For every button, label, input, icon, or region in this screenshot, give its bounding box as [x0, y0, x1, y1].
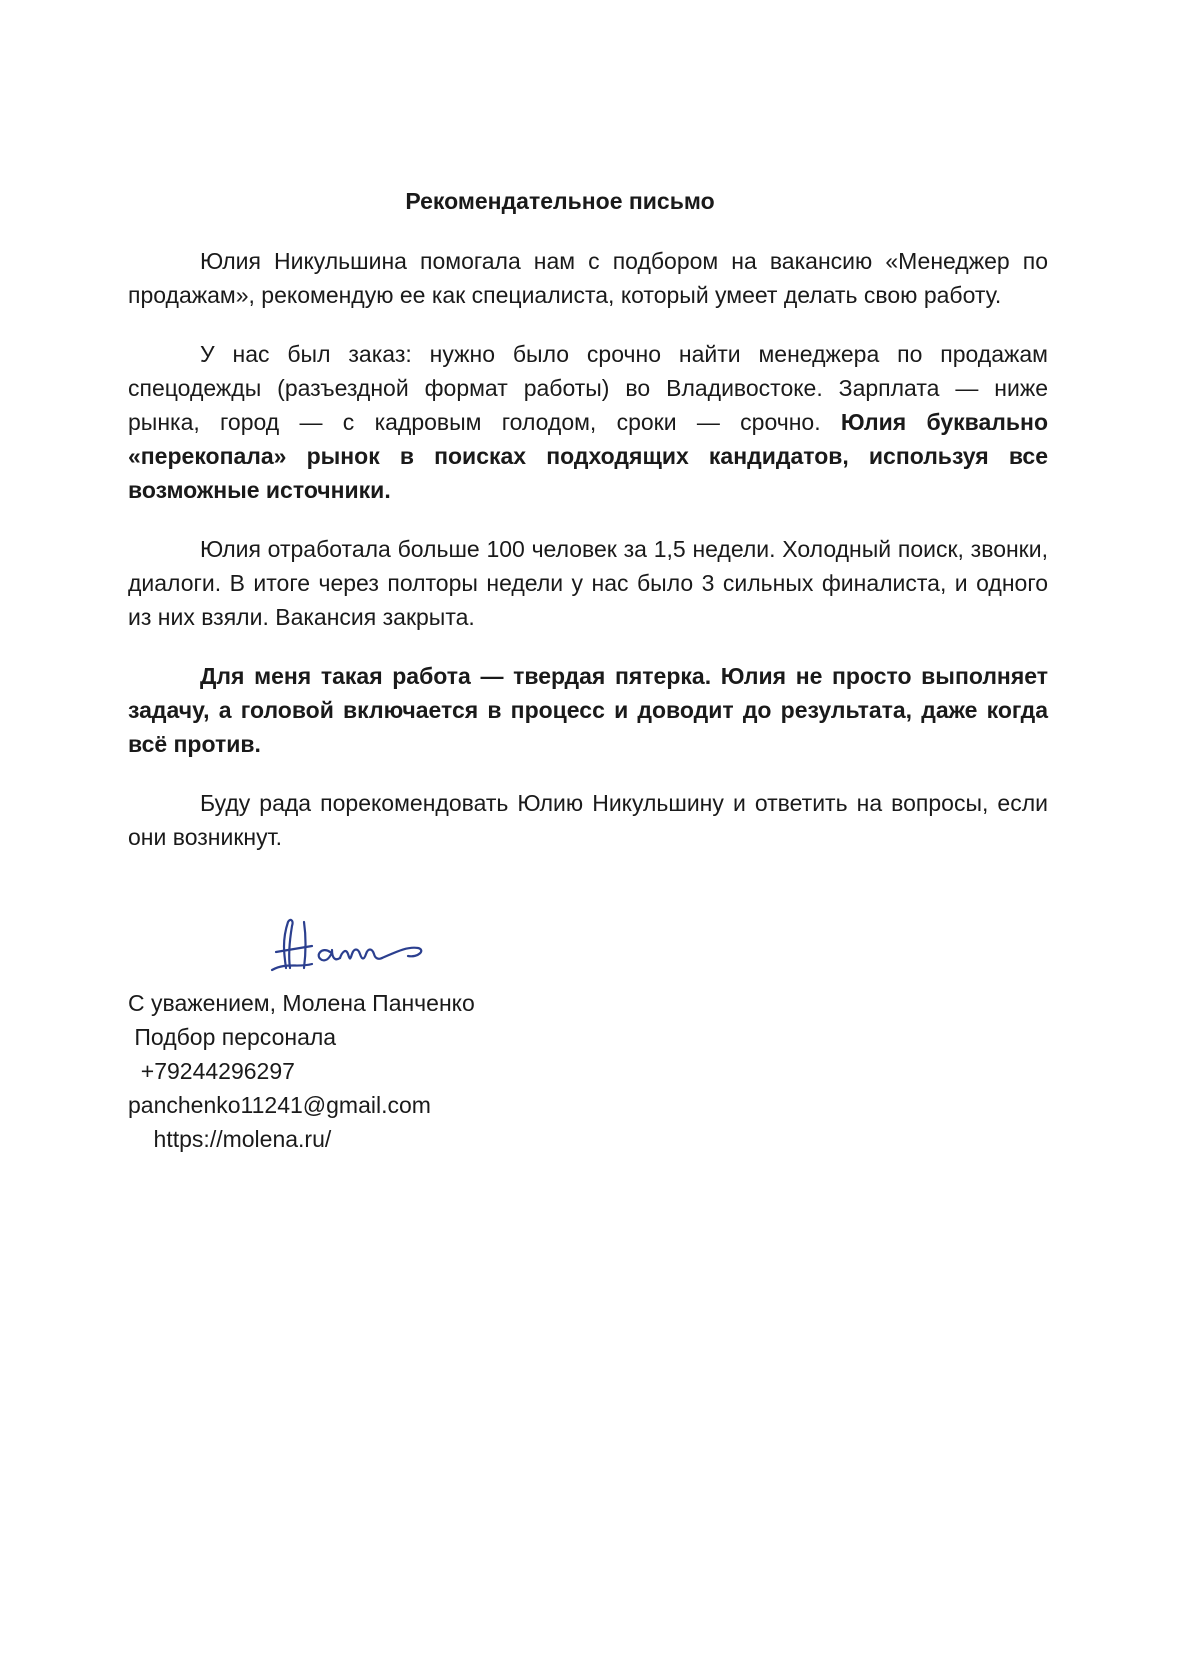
letter-title: Рекомендательное письмо — [405, 188, 715, 214]
paragraph-task-text: У нас был заказ: нужно было срочно найти менеджера по продажам спецодежды (разъездной формат работы) во Владивостоке. Зарплата — ниже рынка, город — с кадровым голодом, сроки — срочно. — [128, 341, 1048, 435]
paragraph-assessment: Для меня такая работа — твердая пятерка. Юлия не просто выполняет задачу, а головой включается в процесс и доводит до результата, даже когда всё против. — [128, 663, 1048, 757]
closing-regards: С уважением, Молена Панченко — [128, 990, 475, 1016]
handwritten-signature — [268, 912, 438, 982]
closing-website: https://molena.ru/ — [128, 1126, 332, 1152]
paragraph-results: Юлия отработала больше 100 человек за 1,5 недели. Холодный поиск, звонки, диалоги. В итоге через полторы недели у нас было 3 сильных финалиста, и одного из них взяли. Вакансия закрыта. — [128, 536, 1048, 630]
letter-body — [128, 244, 1048, 879]
closing-department: Подбор персонала — [128, 1024, 337, 1050]
closing-phone: +79244296297 — [128, 1058, 295, 1084]
signature-block — [128, 986, 475, 1156]
paragraph-offer: Буду рада порекомендовать Юлию Никульшину и ответить на вопросы, если они возникнут. — [128, 790, 1048, 850]
paragraph-intro: Юлия Никульшина помогала нам с подбором на вакансию «Менеджер по продажам», рекомендую ее как специалиста, который умеет делать свою работу. — [128, 248, 1048, 308]
closing-email: panchenko11241@gmail.com — [128, 1092, 431, 1118]
paragraph-task — [128, 337, 1048, 507]
paragraph-task-highlight: Юлия буквально «перекопала» рынок в поисках подходящих кандидатов, используя все возможные источники. — [128, 409, 1048, 503]
